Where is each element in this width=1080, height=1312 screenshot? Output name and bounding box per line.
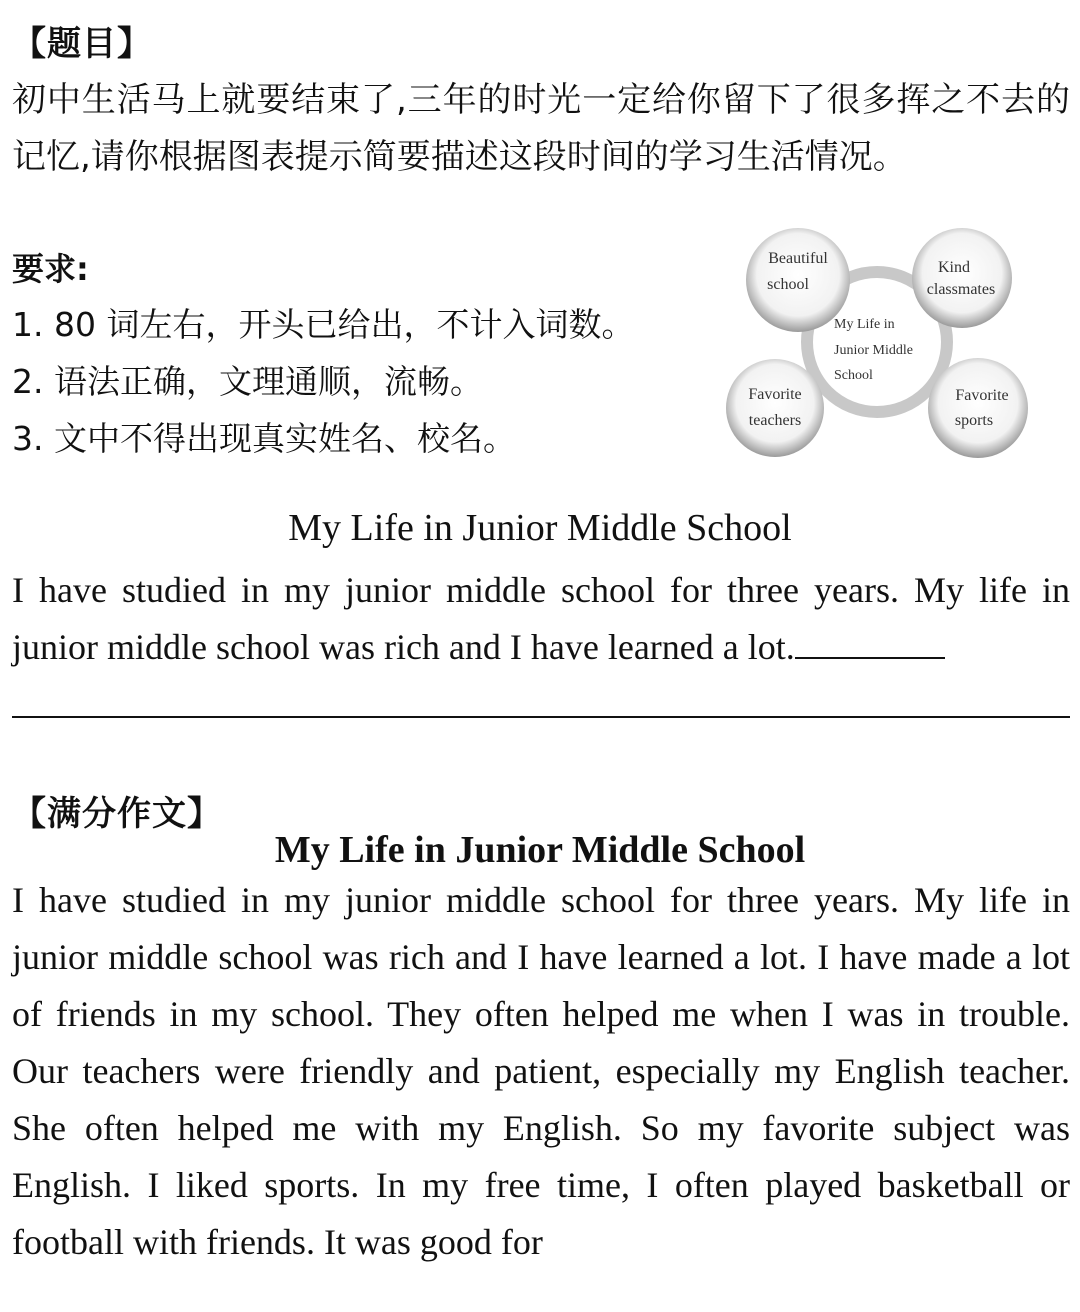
requirement-item: 1. 80 词左右，开头已给出，不计入词数。 bbox=[12, 305, 635, 344]
node-bubble-favorite-sports bbox=[928, 358, 1028, 458]
node-label-classmates: classmates bbox=[926, 281, 996, 298]
prompt-text: 初中生活马上就要结束了,三年的时光一定给你留下了很多挥之不去的记忆,请你根据图表提示简要描述这段时间的学习生活情况。 bbox=[12, 80, 1070, 177]
model-essay-title: My Life in Junior Middle School bbox=[274, 829, 806, 871]
model-essay-text: I have studied in my junior middle school for three years. My life in junior middle school was rich and I have learned a lot. I have made a lot of friends in my school. They often helped me when I was in trouble. Our teachers were friendly and patient, especially my English teacher. She often helped me with my English. So my favorite subject was English. I liked sports. In my free time, I often played basketball or football with friends. It was good for bbox=[12, 880, 1070, 1262]
answer-blank-line[interactable] bbox=[12, 716, 1070, 718]
requirements-list bbox=[12, 296, 634, 467]
center-label-line2: Junior Middle bbox=[834, 343, 913, 358]
node-label-favorite-teachers: Favorite bbox=[748, 386, 802, 403]
model-essay-header: 【满分作文】 bbox=[12, 794, 222, 834]
answer-blank-inline[interactable] bbox=[795, 623, 945, 659]
node-bubble-favorite-teachers bbox=[726, 359, 824, 457]
requirement-item: 3. 文中不得出现真实姓名、校名。 bbox=[12, 419, 516, 458]
mind-map-diagram bbox=[722, 222, 1052, 462]
essay-intro-text: I have studied in my junior middle school for three years. My life in junior middle school was rich and I have learned a lot. bbox=[12, 570, 1070, 667]
node-label-favorite-sports: Favorite bbox=[955, 387, 1009, 404]
essay-title: My Life in Junior Middle School bbox=[288, 507, 792, 549]
node-label-beautiful: Beautiful bbox=[768, 250, 828, 267]
requirements-title: 要求: bbox=[12, 250, 89, 288]
requirement-item: 2. 语法正确，文理通顺，流畅。 bbox=[12, 362, 483, 401]
center-label-line3: School bbox=[834, 368, 873, 383]
node-label-school: school bbox=[767, 276, 809, 293]
node-label-sports: sports bbox=[954, 412, 994, 429]
node-bubble-kind-classmates bbox=[912, 228, 1012, 328]
center-label-line1: My Life in bbox=[834, 317, 895, 332]
essay-intro bbox=[12, 562, 1070, 676]
topic-header: 【题目】 bbox=[12, 24, 152, 64]
node-label-kind: Kind bbox=[938, 259, 970, 276]
node-label-teachers: teachers bbox=[748, 412, 802, 429]
